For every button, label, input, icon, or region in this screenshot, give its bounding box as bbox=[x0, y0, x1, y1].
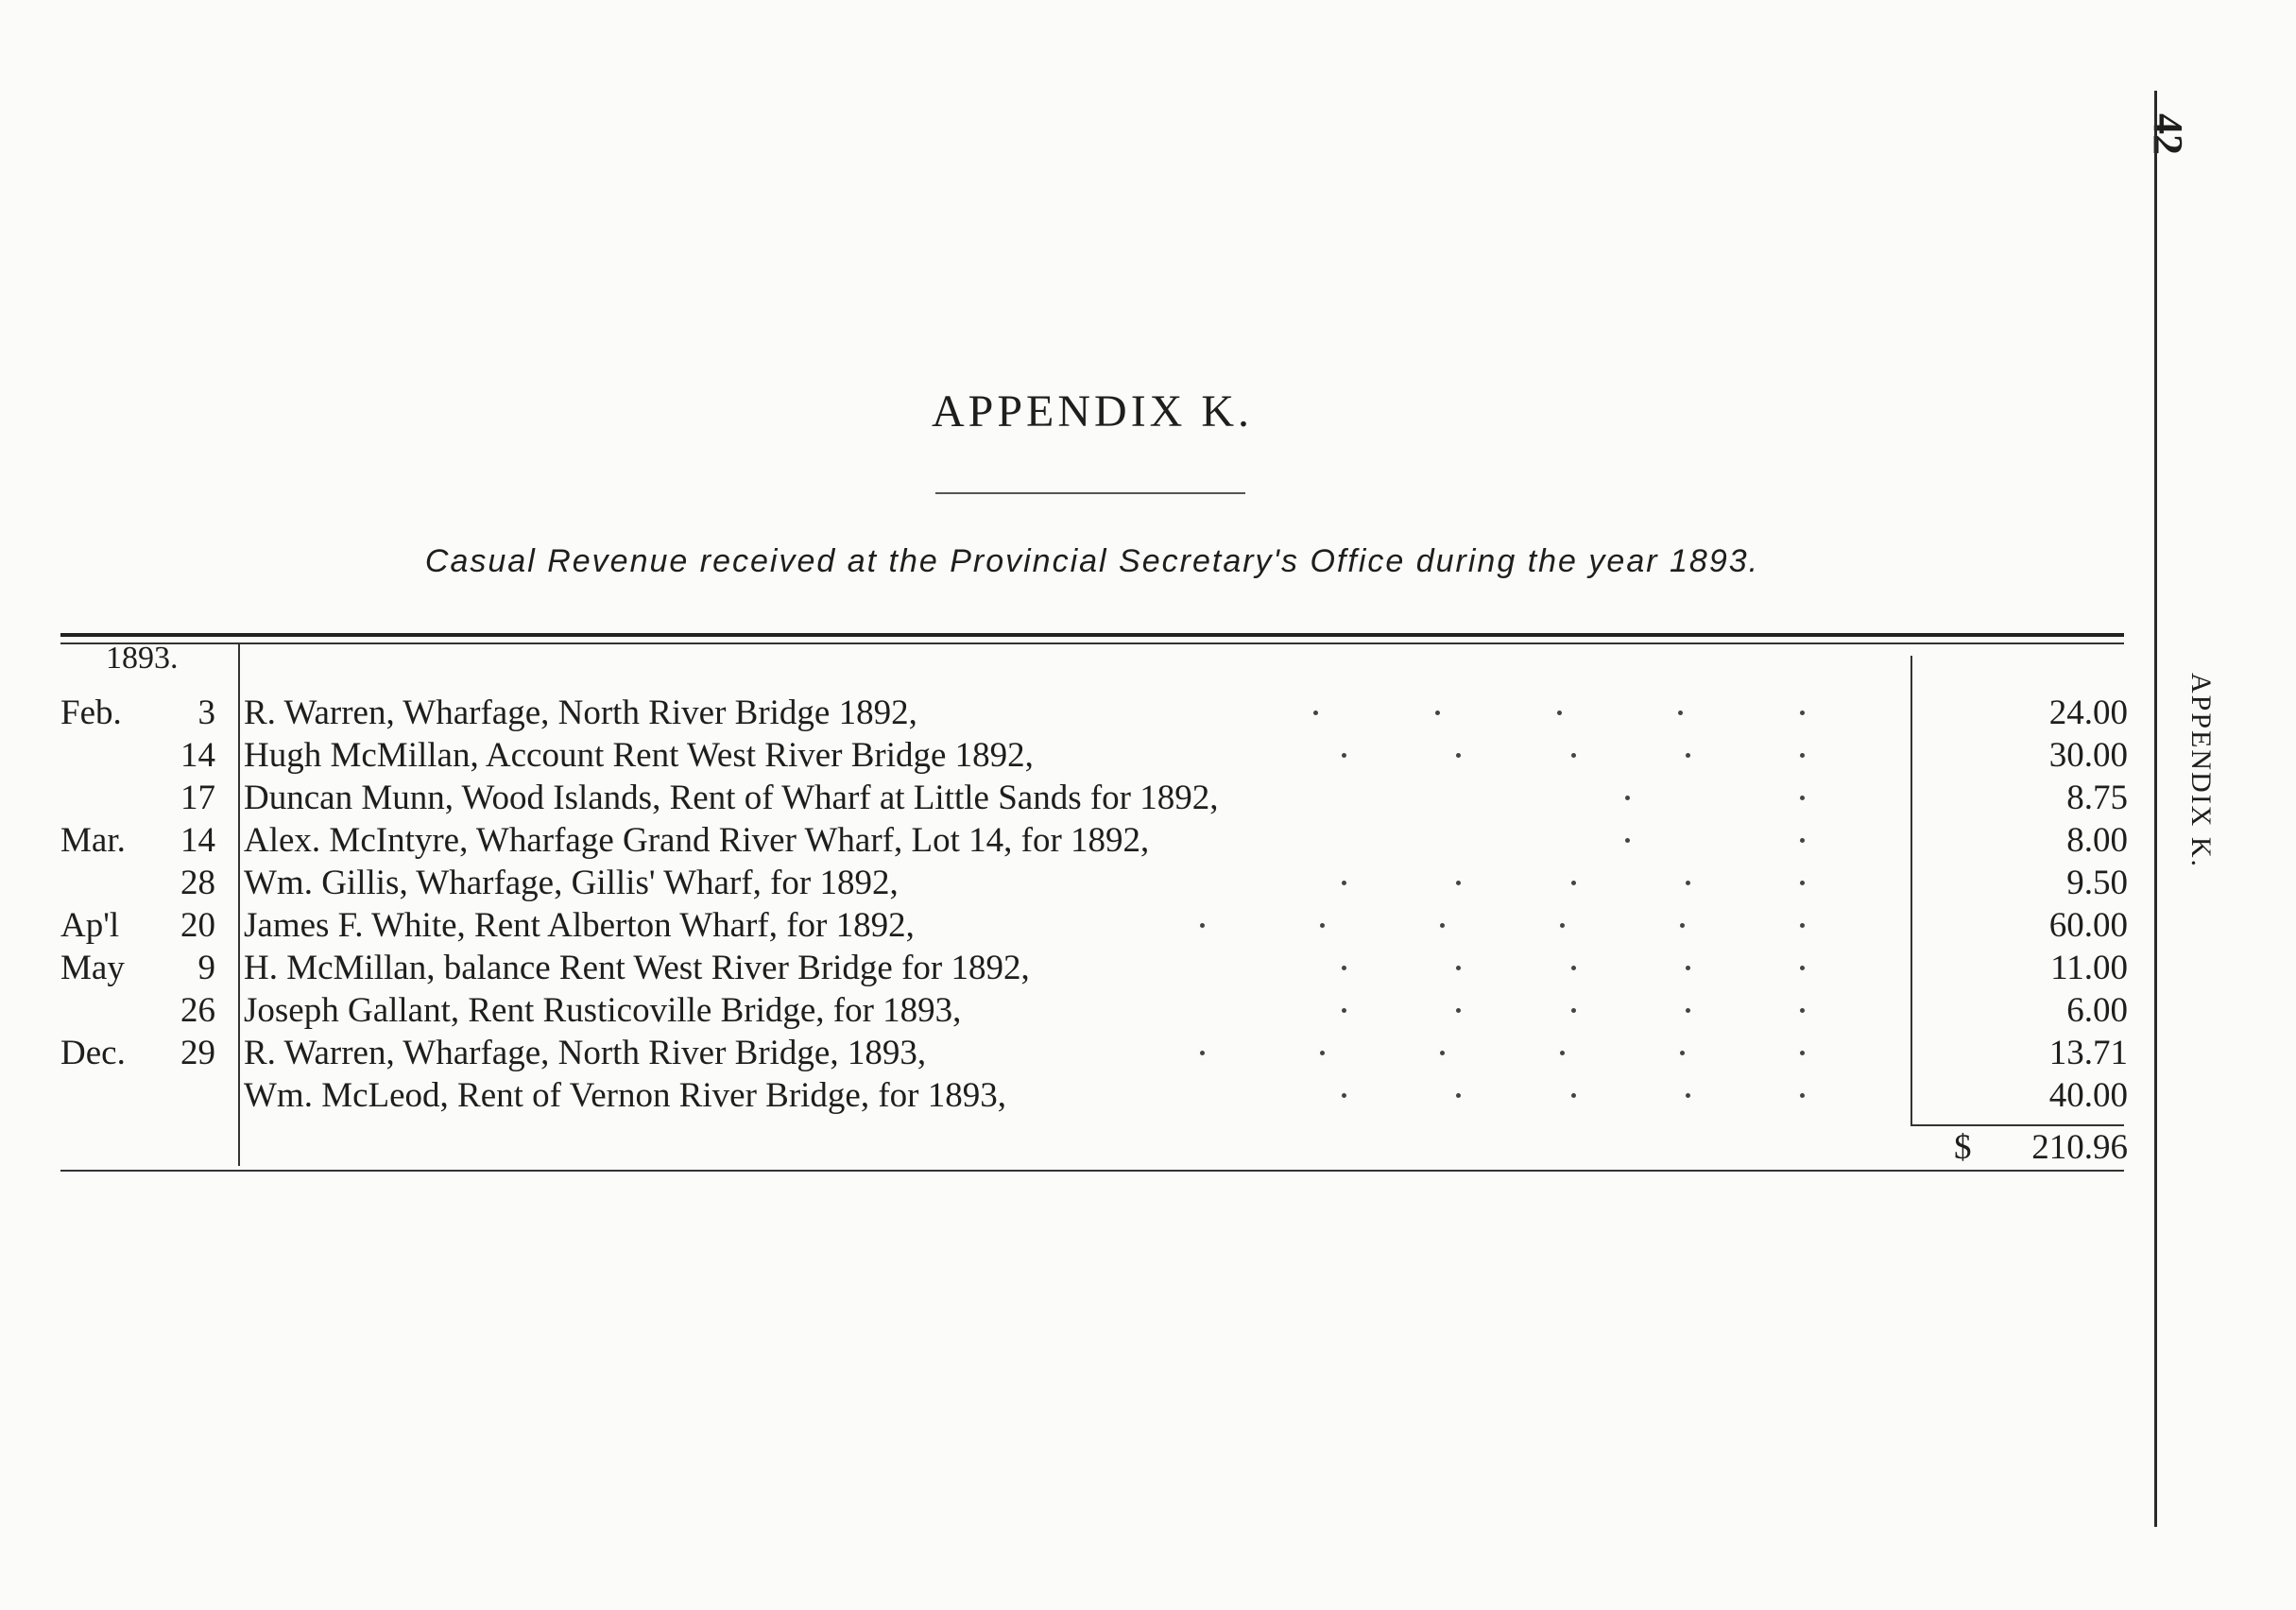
leader-dots bbox=[1200, 904, 1805, 947]
date-column-divider bbox=[238, 644, 240, 1166]
leader-dots bbox=[1342, 862, 1805, 904]
row-day: 28 bbox=[180, 864, 215, 902]
row-amount: 8.75 bbox=[2066, 779, 2128, 817]
row-day: 3 bbox=[197, 694, 215, 732]
leader-dots bbox=[1342, 989, 1805, 1032]
row-month: Mar. bbox=[60, 821, 126, 860]
running-head: APPENDIX K. bbox=[2185, 673, 2217, 869]
row-amount: 40.00 bbox=[2048, 1076, 2128, 1115]
row-day: 20 bbox=[180, 906, 215, 945]
row-description: Duncan Munn, Wood Islands, Rent of Wharf at Little Sands for 1892, bbox=[244, 779, 1219, 817]
table-bottom-rule bbox=[60, 1170, 2124, 1172]
leader-dots bbox=[1342, 947, 1805, 989]
row-description: Joseph Gallant, Rent Rusticoville Bridge, for 1893, bbox=[244, 991, 962, 1030]
page-title: APPENDIX K. bbox=[931, 386, 1253, 437]
title-divider bbox=[935, 492, 1245, 494]
row-day: 26 bbox=[180, 991, 215, 1030]
total-currency: $ bbox=[1954, 1128, 1972, 1167]
row-description: H. McMillan, balance Rent West River Bridge for 1892, bbox=[244, 949, 1030, 987]
page-subtitle: Casual Revenue received at the Provincial Secretary's Office during the year 1893. bbox=[424, 543, 1760, 579]
row-amount: 24.00 bbox=[2048, 694, 2128, 732]
row-description: R. Warren, Wharfage, North River Bridge 1892, bbox=[244, 694, 917, 732]
table-top-rule-inner bbox=[60, 642, 2124, 644]
leader-dots bbox=[1313, 692, 1805, 734]
row-amount: 8.00 bbox=[2066, 821, 2128, 860]
row-month: May bbox=[60, 949, 125, 987]
table-year: 1893. bbox=[106, 641, 179, 676]
page-number: 42 bbox=[2145, 113, 2191, 155]
row-description: Wm. Gillis, Wharfage, Gillis' Wharf, for 1892, bbox=[244, 864, 899, 902]
leader-dots bbox=[1342, 734, 1805, 777]
row-description: Wm. McLeod, Rent of Vernon River Bridge, for 1893, bbox=[244, 1076, 1006, 1115]
leader-dots bbox=[1342, 1074, 1805, 1117]
row-day: 17 bbox=[180, 779, 215, 817]
margin-rule bbox=[2154, 91, 2157, 1527]
row-description: James F. White, Rent Alberton Wharf, for 1892, bbox=[244, 906, 915, 945]
row-day: 9 bbox=[197, 949, 215, 987]
total-amount: 210.96 bbox=[2031, 1128, 2128, 1167]
row-description: Hugh McMillan, Account Rent West River Bridge 1892, bbox=[244, 736, 1034, 775]
row-amount: 13.71 bbox=[2048, 1034, 2128, 1072]
leader-dots bbox=[1625, 819, 1805, 862]
row-amount: 30.00 bbox=[2048, 736, 2128, 775]
row-month: Dec. bbox=[60, 1034, 126, 1072]
row-description: R. Warren, Wharfage, North River Bridge, 1893, bbox=[244, 1034, 927, 1072]
row-amount: 9.50 bbox=[2066, 864, 2128, 902]
row-month: Feb. bbox=[60, 694, 122, 732]
row-day: 14 bbox=[180, 736, 215, 775]
row-amount: 6.00 bbox=[2066, 991, 2128, 1030]
row-amount: 60.00 bbox=[2048, 906, 2128, 945]
table-top-rule bbox=[60, 633, 2124, 637]
row-month: Ap'l bbox=[60, 906, 120, 945]
row-amount: 11.00 bbox=[2050, 949, 2128, 987]
row-day: 14 bbox=[180, 821, 215, 860]
row-description: Alex. McIntyre, Wharfage Grand River Wharf, Lot 14, for 1892, bbox=[244, 821, 1150, 860]
leader-dots bbox=[1625, 777, 1805, 819]
row-day: 29 bbox=[180, 1034, 215, 1072]
amount-column-divider bbox=[1910, 656, 1912, 1126]
leader-dots bbox=[1200, 1032, 1805, 1074]
